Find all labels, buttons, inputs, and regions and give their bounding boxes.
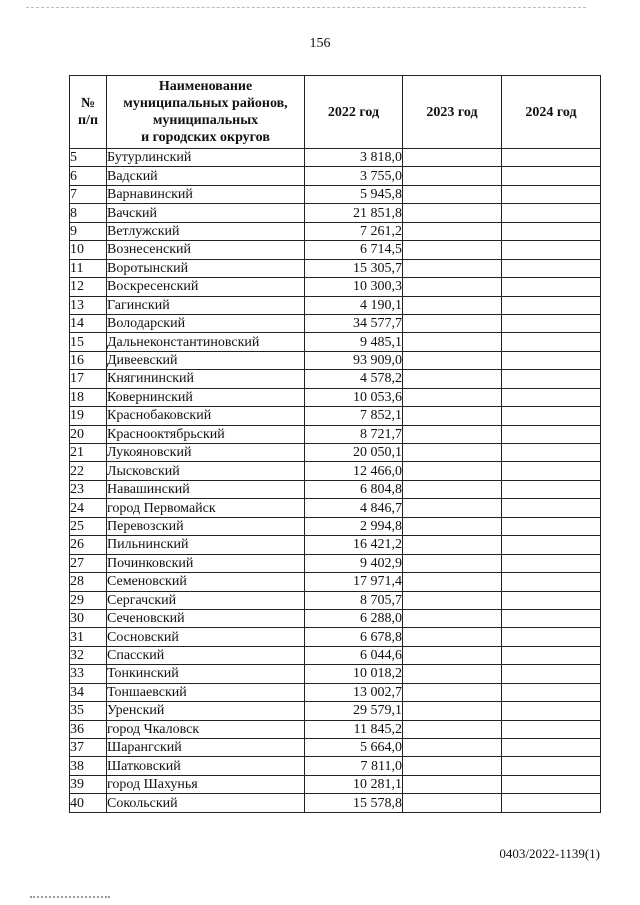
table-row [70,665,601,683]
row-number: 36 [70,720,107,738]
value-2023 [403,370,502,388]
district-name: город Первомайск [107,499,305,517]
value-2024 [502,388,601,406]
district-name: Ветлужский [107,222,305,240]
value-2022: 15 578,8 [305,794,403,812]
value-2024 [502,407,601,425]
value-2022: 6 714,5 [305,241,403,259]
value-2024 [502,757,601,775]
district-name: Шарангский [107,739,305,757]
table-row [70,149,601,167]
table-row [70,739,601,757]
value-2023 [403,351,502,369]
value-2024 [502,351,601,369]
value-2023 [403,222,502,240]
district-name: Тонкинский [107,665,305,683]
value-2022: 21 851,8 [305,204,403,222]
district-name: Бутурлинский [107,149,305,167]
value-2022: 4 846,7 [305,499,403,517]
table-row [70,536,601,554]
table-row [70,683,601,701]
value-2024 [502,204,601,222]
district-name: Тоншаевский [107,683,305,701]
row-number: 35 [70,702,107,720]
row-number: 16 [70,351,107,369]
table-row [70,370,601,388]
value-2022: 20 050,1 [305,444,403,462]
scan-bottom-mark [30,896,110,898]
value-2024 [502,573,601,591]
value-2023 [403,536,502,554]
row-number: 34 [70,683,107,701]
table-row [70,573,601,591]
value-2024 [502,517,601,535]
value-2022: 15 305,7 [305,259,403,277]
district-name: Навашинский [107,480,305,498]
value-2023 [403,720,502,738]
row-number: 38 [70,757,107,775]
row-number: 30 [70,609,107,627]
district-name: город Чкаловск [107,720,305,738]
table-row [70,407,601,425]
row-number: 18 [70,388,107,406]
value-2024 [502,462,601,480]
row-number: 12 [70,278,107,296]
value-2024 [502,241,601,259]
value-2024 [502,167,601,185]
row-number: 6 [70,167,107,185]
district-name: город Шахунья [107,775,305,793]
value-2023 [403,609,502,627]
table-row [70,241,601,259]
value-2024 [502,425,601,443]
table-row [70,167,601,185]
row-number: 25 [70,517,107,535]
value-2024 [502,499,601,517]
district-name: Дальнеконстантиновский [107,333,305,351]
value-2024 [502,775,601,793]
row-number: 14 [70,314,107,332]
row-number: 21 [70,444,107,462]
district-name: Лукояновский [107,444,305,462]
district-name: Краснооктябрьский [107,425,305,443]
table-body [70,149,601,813]
value-2023 [403,702,502,720]
district-name: Вачский [107,204,305,222]
district-name: Сеченовский [107,609,305,627]
table-row [70,314,601,332]
value-2024 [502,222,601,240]
value-2024 [502,314,601,332]
row-number: 10 [70,241,107,259]
value-2024 [502,259,601,277]
value-2023 [403,314,502,332]
row-number: 24 [70,499,107,517]
row-number: 8 [70,204,107,222]
value-2022: 11 845,2 [305,720,403,738]
value-2023 [403,573,502,591]
value-2022: 3 818,0 [305,149,403,167]
table-header-row [70,76,601,149]
value-2022: 5 664,0 [305,739,403,757]
table-row [70,517,601,535]
page-number: 156 [309,36,331,51]
district-name: Сокольский [107,794,305,812]
value-2022: 16 421,2 [305,536,403,554]
row-number: 32 [70,646,107,664]
value-2022: 7 261,2 [305,222,403,240]
district-name: Лысковский [107,462,305,480]
value-2024 [502,149,601,167]
header-2023: 2023 год [403,76,502,149]
district-name: Ковернинский [107,388,305,406]
row-number: 20 [70,425,107,443]
header-name-line: Наименование [158,79,253,94]
district-name: Краснобаковский [107,407,305,425]
header-2024: 2024 год [502,76,601,149]
value-2022: 3 755,0 [305,167,403,185]
district-name: Починковский [107,554,305,572]
value-2024 [502,794,601,812]
value-2024 [502,444,601,462]
value-2024 [502,628,601,646]
value-2022: 10 053,6 [305,388,403,406]
table-row [70,462,601,480]
table-row [70,444,601,462]
value-2022: 12 466,0 [305,462,403,480]
scan-top-rule [26,7,586,8]
header-name-line: муниципальных [152,113,259,128]
row-number: 5 [70,149,107,167]
district-name: Дивеевский [107,351,305,369]
value-2022: 10 300,3 [305,278,403,296]
district-name: Гагинский [107,296,305,314]
value-2023 [403,683,502,701]
value-2024 [502,278,601,296]
row-number: 11 [70,259,107,277]
header-name [107,76,305,149]
value-2024 [502,646,601,664]
table-row [70,480,601,498]
table-row [70,351,601,369]
value-2023 [403,517,502,535]
value-2024 [502,702,601,720]
value-2024 [502,554,601,572]
table-row [70,425,601,443]
table-row [70,591,601,609]
value-2023 [403,444,502,462]
row-number: 17 [70,370,107,388]
value-2023 [403,628,502,646]
value-2023 [403,646,502,664]
value-2023 [403,794,502,812]
district-name: Уренский [107,702,305,720]
value-2024 [502,609,601,627]
table-row [70,499,601,517]
value-2024 [502,665,601,683]
value-2023 [403,665,502,683]
value-2023 [403,388,502,406]
value-2023 [403,425,502,443]
value-2023 [403,149,502,167]
value-2022: 4 190,1 [305,296,403,314]
value-2023 [403,775,502,793]
row-number: 39 [70,775,107,793]
value-2024 [502,683,601,701]
document-code: 0403/2022-1139(1) [499,846,600,861]
value-2022: 34 577,7 [305,314,403,332]
district-name: Воскресенский [107,278,305,296]
value-2022: 13 002,7 [305,683,403,701]
table-row [70,296,601,314]
value-2023 [403,333,502,351]
row-number: 31 [70,628,107,646]
value-2022: 4 578,2 [305,370,403,388]
value-2022: 5 945,8 [305,185,403,203]
row-number: 19 [70,407,107,425]
value-2023 [403,499,502,517]
value-2024 [502,370,601,388]
table-row [70,333,601,351]
district-name: Спасский [107,646,305,664]
row-number: 22 [70,462,107,480]
header-num [70,76,107,149]
value-2023 [403,739,502,757]
row-number: 28 [70,573,107,591]
table-row [70,775,601,793]
district-name: Сосновский [107,628,305,646]
table-row [70,628,601,646]
value-2022: 7 852,1 [305,407,403,425]
value-2022: 9 402,9 [305,554,403,572]
table-row [70,554,601,572]
district-name: Шатковский [107,757,305,775]
row-number: 29 [70,591,107,609]
table-row [70,388,601,406]
district-name: Вознесенский [107,241,305,259]
value-2022: 17 971,4 [305,573,403,591]
row-number: 23 [70,480,107,498]
value-2022: 6 678,8 [305,628,403,646]
district-name: Сергачский [107,591,305,609]
value-2022: 6 044,6 [305,646,403,664]
value-2022: 8 705,7 [305,591,403,609]
district-name: Володарский [107,314,305,332]
row-number: 15 [70,333,107,351]
table-row [70,646,601,664]
district-name: Княгининский [107,370,305,388]
value-2023 [403,241,502,259]
table-row [70,757,601,775]
district-name: Пильнинский [107,536,305,554]
row-number: 7 [70,185,107,203]
row-number: 33 [70,665,107,683]
row-number: 13 [70,296,107,314]
value-2024 [502,296,601,314]
district-name: Варнавинский [107,185,305,203]
value-2024 [502,333,601,351]
value-2022: 29 579,1 [305,702,403,720]
value-2024 [502,536,601,554]
row-number: 37 [70,739,107,757]
table-row [70,609,601,627]
value-2024 [502,480,601,498]
row-number: 26 [70,536,107,554]
value-2022: 2 994,8 [305,517,403,535]
header-num-line: № [80,96,96,111]
row-number: 9 [70,222,107,240]
value-2023 [403,296,502,314]
district-name: Семеновский [107,573,305,591]
value-2023 [403,167,502,185]
value-2023 [403,480,502,498]
value-2023 [403,278,502,296]
table-row [70,222,601,240]
value-2022: 93 909,0 [305,351,403,369]
value-2024 [502,591,601,609]
value-2023 [403,757,502,775]
value-2024 [502,739,601,757]
value-2024 [502,185,601,203]
value-2023 [403,591,502,609]
table-row [70,278,601,296]
header-num-line: п/п [77,113,99,128]
value-2023 [403,185,502,203]
value-2022: 10 018,2 [305,665,403,683]
row-number: 27 [70,554,107,572]
value-2022: 6 288,0 [305,609,403,627]
header-2022: 2022 год [305,76,403,149]
table-row [70,204,601,222]
value-2022: 7 811,0 [305,757,403,775]
budget-table [69,75,601,813]
value-2023 [403,462,502,480]
header-name-line: и городских округов [141,130,270,145]
district-name: Перевозский [107,517,305,535]
value-2022: 10 281,1 [305,775,403,793]
value-2023 [403,407,502,425]
value-2022: 9 485,1 [305,333,403,351]
district-name: Вадский [107,167,305,185]
value-2022: 6 804,8 [305,480,403,498]
table-row [70,794,601,812]
district-name: Воротынский [107,259,305,277]
value-2023 [403,554,502,572]
header-name-line: муниципальных районов, [123,96,288,111]
table-row [70,259,601,277]
table-row [70,185,601,203]
value-2024 [502,720,601,738]
row-number: 40 [70,794,107,812]
value-2023 [403,204,502,222]
value-2022: 8 721,7 [305,425,403,443]
value-2023 [403,259,502,277]
table-row [70,702,601,720]
table-row [70,720,601,738]
